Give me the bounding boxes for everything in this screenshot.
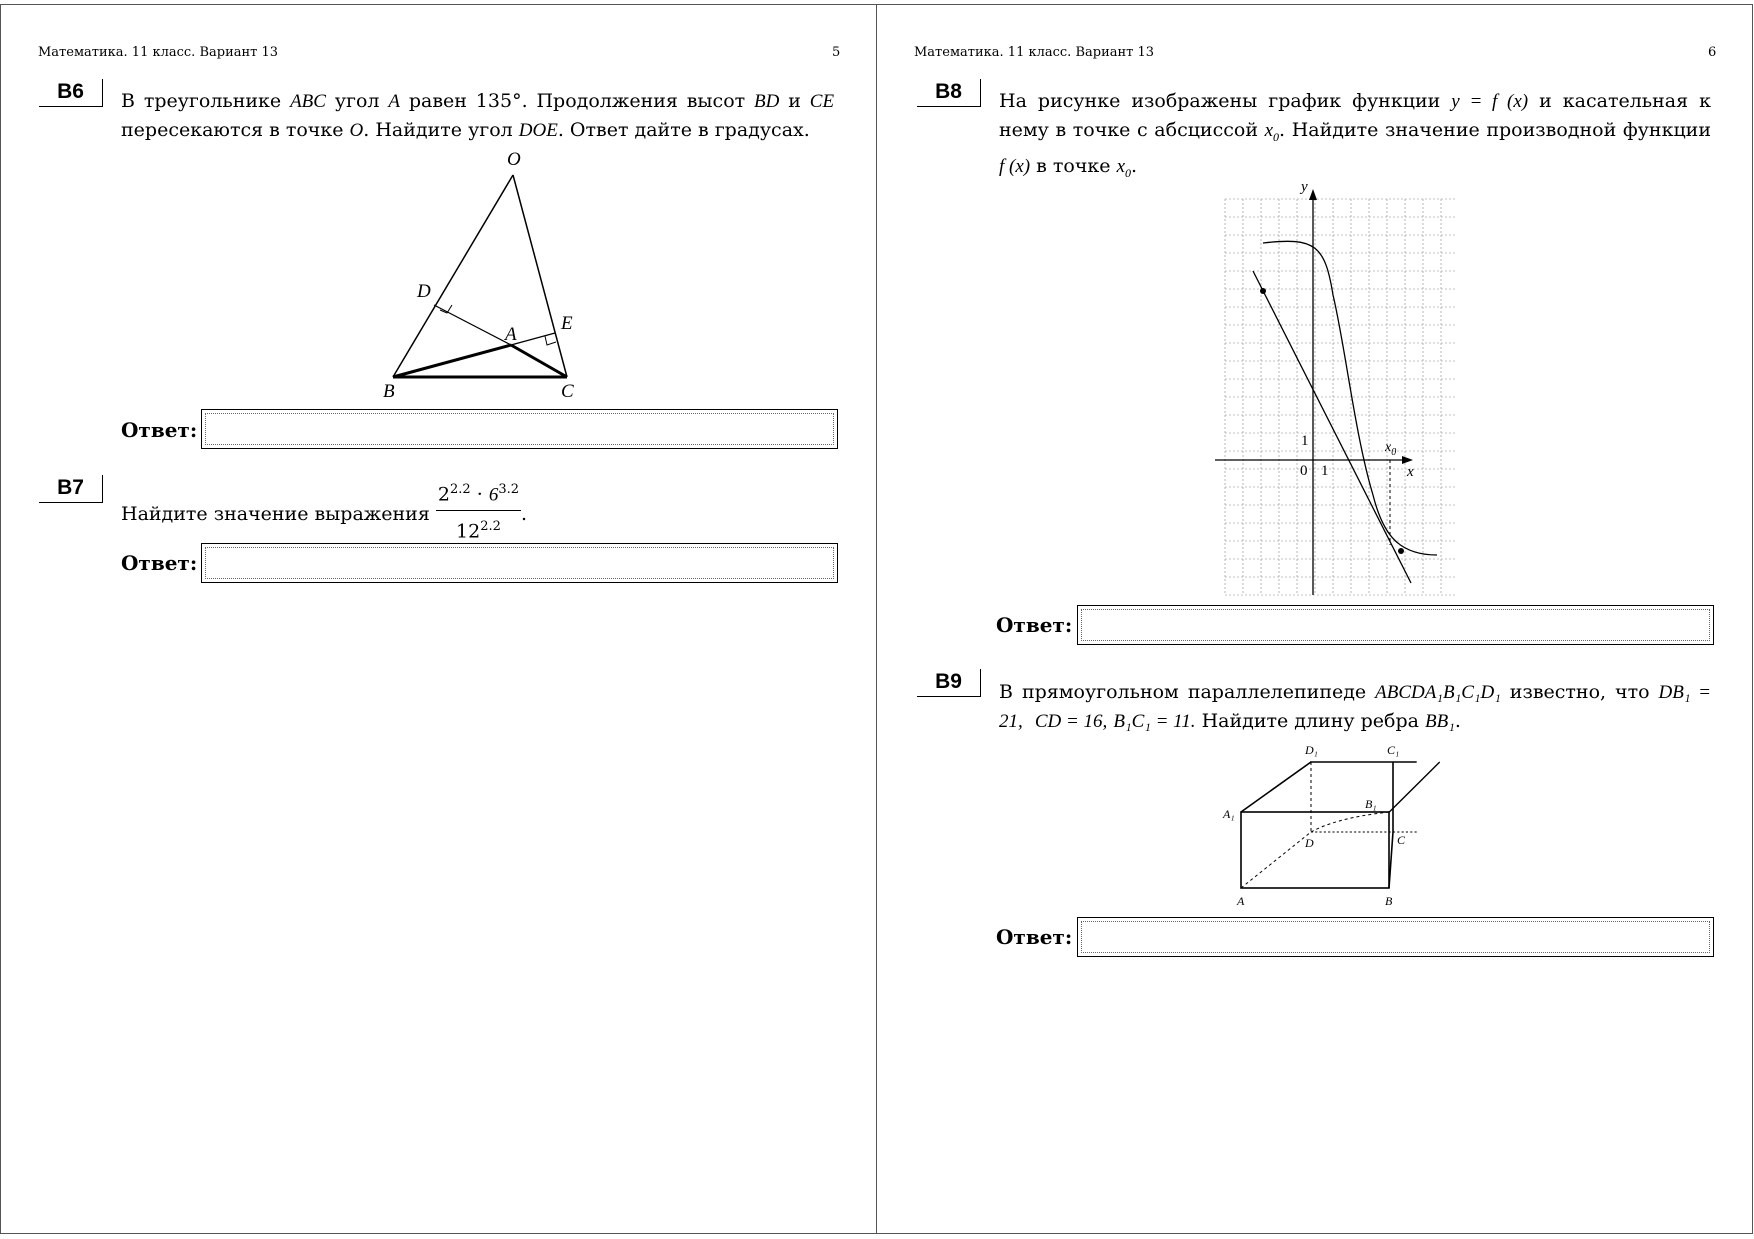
b8-text-part: . Найдите значение производной функции xyxy=(1279,119,1711,141)
page-right xyxy=(876,4,1753,1234)
b6-angle-doe: DOE xyxy=(518,120,558,141)
b6-text-part: угол xyxy=(334,90,380,112)
b7-den-base: 12 xyxy=(456,520,481,543)
answer-label-b9: Ответ: xyxy=(996,925,1073,949)
answer-field-b9[interactable] xyxy=(1077,917,1714,957)
label-d: D xyxy=(1305,836,1314,850)
task-b8-text xyxy=(999,87,1711,188)
b8-function-graph xyxy=(1215,175,1415,605)
b7-denominator xyxy=(436,511,521,546)
b9-parallelepiped-figure xyxy=(1223,740,1406,910)
label-c: C xyxy=(1397,833,1406,847)
label-b: B xyxy=(1385,894,1393,908)
label-b1: B₁ xyxy=(1365,797,1377,811)
label-c1: C₁ xyxy=(1387,743,1400,757)
b6-angle-name: A xyxy=(388,91,400,112)
b7-text: Найдите значение выражения xyxy=(121,502,430,525)
front-face xyxy=(1241,812,1389,888)
task-label-b7: B7 xyxy=(39,475,103,503)
task-label-b6: B6 xyxy=(39,79,103,107)
b9-given-db1: DB₁ = 21, xyxy=(999,682,1711,732)
b8-x0 xyxy=(1264,120,1280,144)
origin-label: 0 xyxy=(1300,463,1308,479)
b8-x0-sub: 0 xyxy=(1273,129,1280,144)
b9-text-part: Найдите длину ребра xyxy=(1201,710,1419,732)
b8-function: y = f (x) xyxy=(1451,91,1529,112)
b6-text-part: . Ответ дайте в градусах. xyxy=(557,119,810,141)
task-label-b8: B8 xyxy=(917,79,981,107)
answer-field-b6[interactable] xyxy=(201,409,838,449)
answer-label-b8: Ответ: xyxy=(996,613,1073,637)
function-curve xyxy=(1263,241,1437,555)
page-header: Математика. 11 класс. Вариант 13 xyxy=(914,45,1155,60)
b7-num-exp-1: 2.2 xyxy=(449,482,471,497)
b8-x0-base: x xyxy=(1116,155,1126,177)
x-axis-arrow xyxy=(1402,456,1413,464)
line-ba xyxy=(393,345,511,377)
b8-text-part: . xyxy=(1131,154,1138,177)
label-e: E xyxy=(561,313,573,334)
label-a1: A₁ xyxy=(1223,807,1235,821)
page-number: 5 xyxy=(832,45,841,60)
tangent-line xyxy=(1253,271,1411,583)
task-b7-text xyxy=(121,479,834,551)
b7-num-exp-2: 3.2 xyxy=(498,482,519,497)
b7-end: . xyxy=(521,502,528,525)
b9-text-part: В прямоугольном параллелепипеде xyxy=(999,681,1367,703)
task-b6-text xyxy=(121,87,834,145)
y-axis-label: y xyxy=(1301,179,1308,195)
edge-ad-hidden xyxy=(1241,832,1311,888)
page-number: 6 xyxy=(1708,45,1717,60)
b9-edge-bb1: BB₁ xyxy=(1424,711,1455,732)
label-c: C xyxy=(561,381,574,402)
answer-label-b6: Ответ: xyxy=(121,418,198,442)
answer-field-b8[interactable] xyxy=(1077,605,1714,645)
b7-dot: · xyxy=(476,483,483,506)
b8-text-part: в точке xyxy=(1036,154,1111,177)
b6-text-part: пересекаются в точке xyxy=(121,119,344,141)
tangent-point-x0 xyxy=(1398,548,1404,554)
b6-triangle-name: ABC xyxy=(290,91,326,112)
b7-num-base-1: 2 xyxy=(437,483,450,506)
b8-fx: f (x) xyxy=(999,155,1031,177)
line-ac xyxy=(511,345,567,377)
y-unit-label: 1 xyxy=(1301,433,1309,449)
b8-x0-sub: 0 xyxy=(1125,165,1132,180)
b6-altitude-bd: BD xyxy=(754,91,780,112)
b6-text-part: . Найдите угол xyxy=(363,119,513,141)
label-a: A xyxy=(505,324,517,345)
answer-label-b7: Ответ: xyxy=(121,551,198,575)
page-header: Математика. 11 класс. Вариант 13 xyxy=(38,45,279,60)
line-ae xyxy=(511,333,555,345)
b6-text-part: В треугольнике xyxy=(121,90,282,112)
b7-fraction xyxy=(436,475,521,547)
y-axis-arrow xyxy=(1309,189,1317,200)
b8-text-part: На рисунке изображены график функции xyxy=(999,90,1441,112)
b7-numerator xyxy=(436,475,521,511)
b6-altitude-ce: CE xyxy=(809,91,835,112)
line-ob xyxy=(393,175,513,377)
b6-text-part: и xyxy=(788,90,801,112)
label-a: A xyxy=(1237,894,1245,908)
edge-b1c1 xyxy=(1389,762,1439,812)
b7-num-base-2: 6 xyxy=(488,484,499,506)
label-d1: D₁ xyxy=(1305,743,1318,757)
x-unit-label: 1 xyxy=(1321,463,1329,479)
label-o: O xyxy=(507,149,521,170)
line-oc xyxy=(513,175,567,377)
x-axis-label: x xyxy=(1407,464,1414,480)
label-b: B xyxy=(383,381,395,402)
task-label-b9: B9 xyxy=(917,669,981,697)
b9-solid-name: ABCDA₁B₁C₁D₁ xyxy=(1375,682,1501,703)
task-b9-text xyxy=(999,678,1711,736)
b9-text-part: . xyxy=(1454,710,1461,732)
b9-given-b1c1: B₁C₁ = 11. xyxy=(1113,711,1196,732)
b6-point-o: O xyxy=(349,120,364,141)
x0-label: $x_0$ xyxy=(1385,440,1397,458)
line-da xyxy=(434,305,511,345)
b8-x0-base: x xyxy=(1264,120,1274,141)
b6-triangle-figure xyxy=(371,145,591,405)
right-angle-e xyxy=(545,336,556,345)
b6-text-part: равен 135°. Продолжения высот xyxy=(408,90,746,112)
diagonal-db1 xyxy=(1311,812,1389,832)
page-left xyxy=(0,4,877,1234)
b8-text-part: и касательная к нему в точке с абсциссой xyxy=(999,90,1711,141)
b7-den-exp: 2.2 xyxy=(480,519,501,535)
graph-grid xyxy=(1225,199,1455,595)
label-d: D xyxy=(417,281,431,302)
answer-field-b7[interactable] xyxy=(201,543,838,583)
edge-a1d1 xyxy=(1241,762,1311,812)
b8-x0 xyxy=(1116,155,1132,180)
tangent-point-1 xyxy=(1260,288,1266,294)
b9-text-part: известно, что xyxy=(1509,681,1650,703)
b9-given-cd: CD = 16, xyxy=(1034,711,1108,732)
